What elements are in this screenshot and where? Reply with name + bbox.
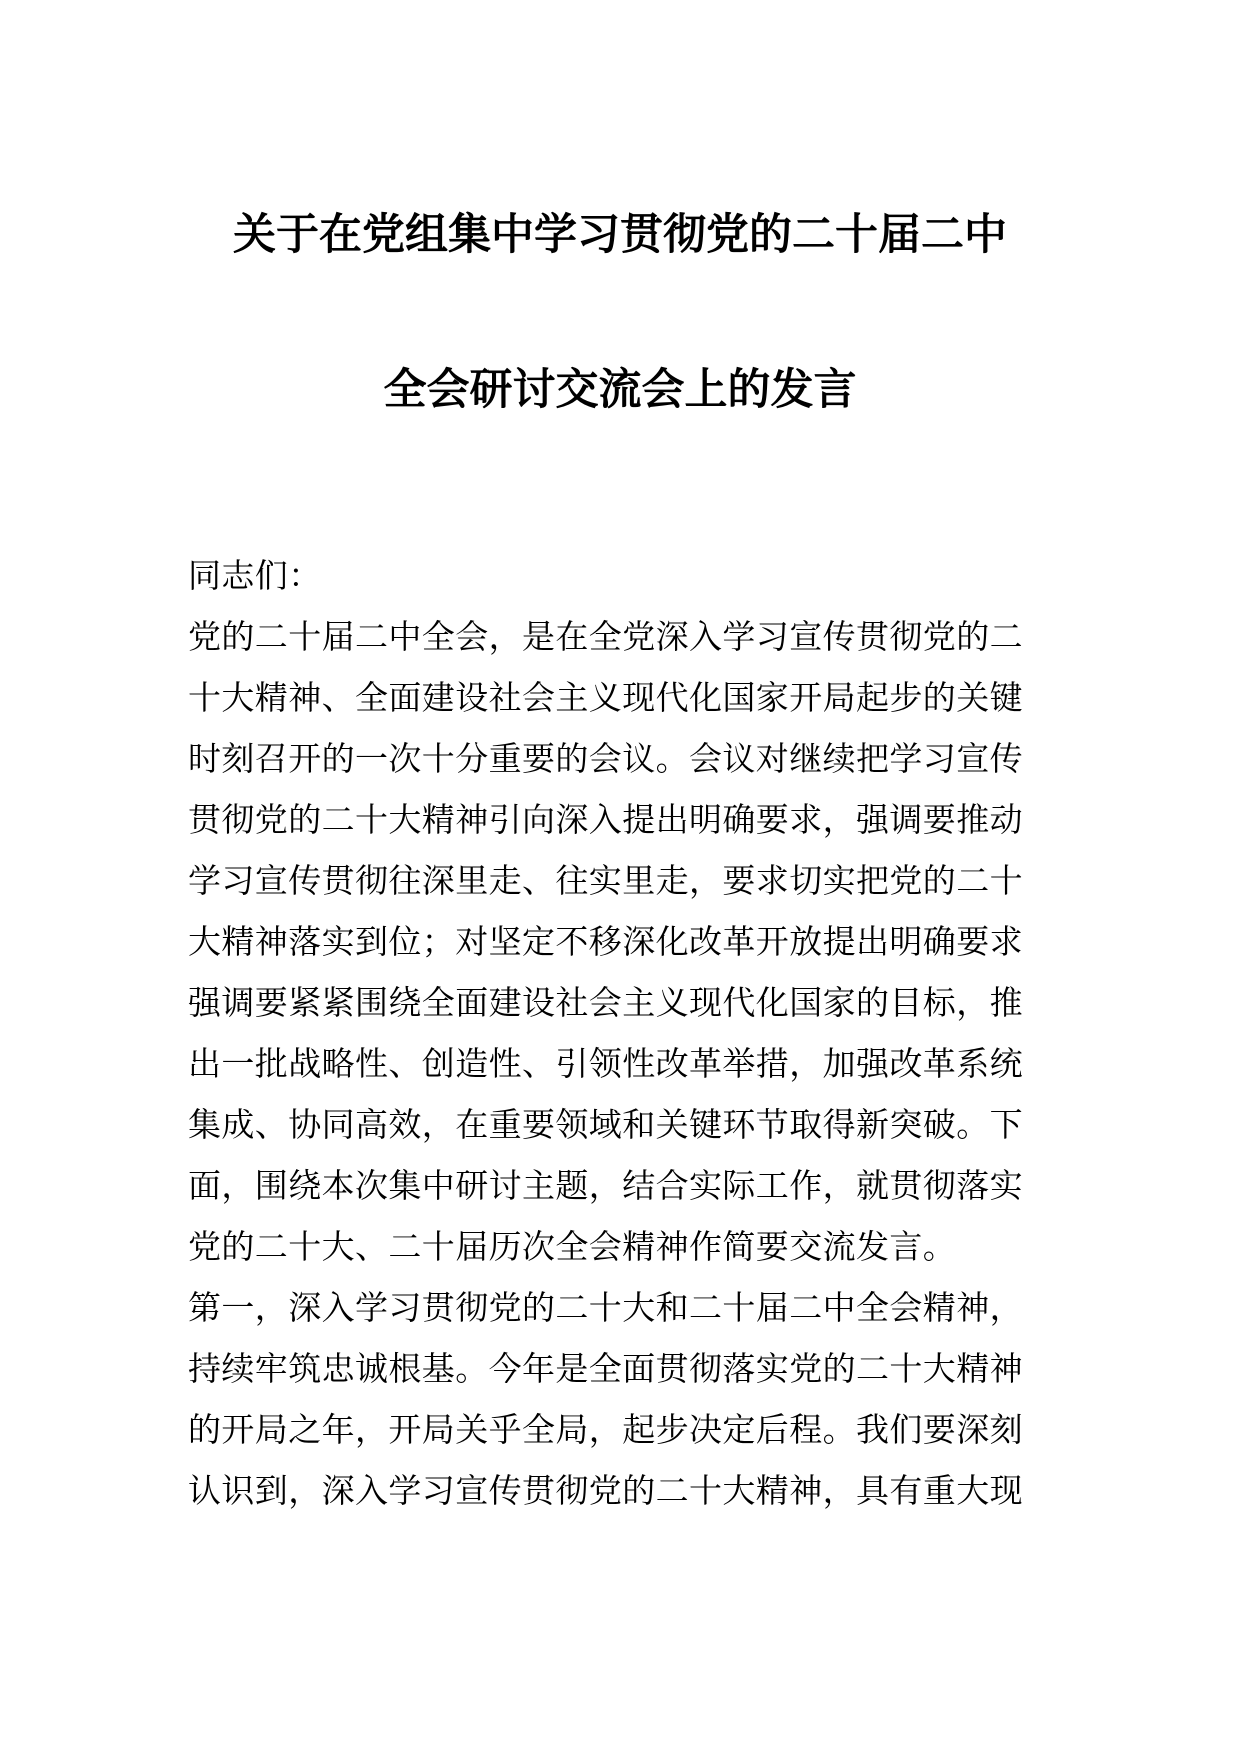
- paragraph-line: 党的二十大、二十届历次全会精神作简要交流发言。: [188, 1227, 957, 1266]
- document-title-line-2: 全会研讨交流会上的发言: [383, 365, 857, 415]
- paragraph-line: 的开局之年，开局关乎全局，起步决定后程。我们要深刻: [188, 1410, 1023, 1449]
- paragraph-line: 出一批战略性、创造性、引领性改革举措，加强改革系统: [188, 1044, 1023, 1083]
- paragraph-line: 大精神落实到位；对坚定不移深化改革开放提出明确要求: [188, 922, 1023, 961]
- paragraph-line: 持续牢筑忠诚根基。今年是全面贯彻落实党的二十大精神: [188, 1349, 1023, 1388]
- paragraph-line: 贯彻党的二十大精神引向深入提出明确要求，强调要推动: [188, 800, 1023, 839]
- paragraph-line: 党的二十届二中全会，是在全党深入学习宣传贯彻党的二: [188, 617, 1023, 656]
- paragraph-line: 认识到，深入学习宣传贯彻党的二十大精神，具有重大现: [188, 1471, 1023, 1510]
- paragraph-line: 第一，深入学习贯彻党的二十大和二十届二中全会精神，: [188, 1288, 1023, 1327]
- paragraph-line: 学习宣传贯彻往深里走、往实里走，要求切实把党的二十: [188, 861, 1023, 900]
- paragraph-line: 面，围绕本次集中研讨主题，结合实际工作，就贯彻落实: [188, 1166, 1023, 1205]
- paragraph-line: 强调要紧紧围绕全面建设社会主义现代化国家的目标，推: [188, 983, 1023, 1022]
- paragraph-line: 时刻召开的一次十分重要的会议。会议对继续把学习宣传: [188, 739, 1023, 778]
- paragraph-line: 十大精神、全面建设社会主义现代化国家开局起步的关键: [188, 678, 1023, 717]
- document-title-line-1: 关于在党组集中学习贯彻党的二十届二中: [233, 210, 1007, 260]
- salutation: 同志们：: [188, 556, 322, 595]
- paragraph-line: 集成、协同高效，在重要领域和关键环节取得新突破。下: [188, 1105, 1023, 1144]
